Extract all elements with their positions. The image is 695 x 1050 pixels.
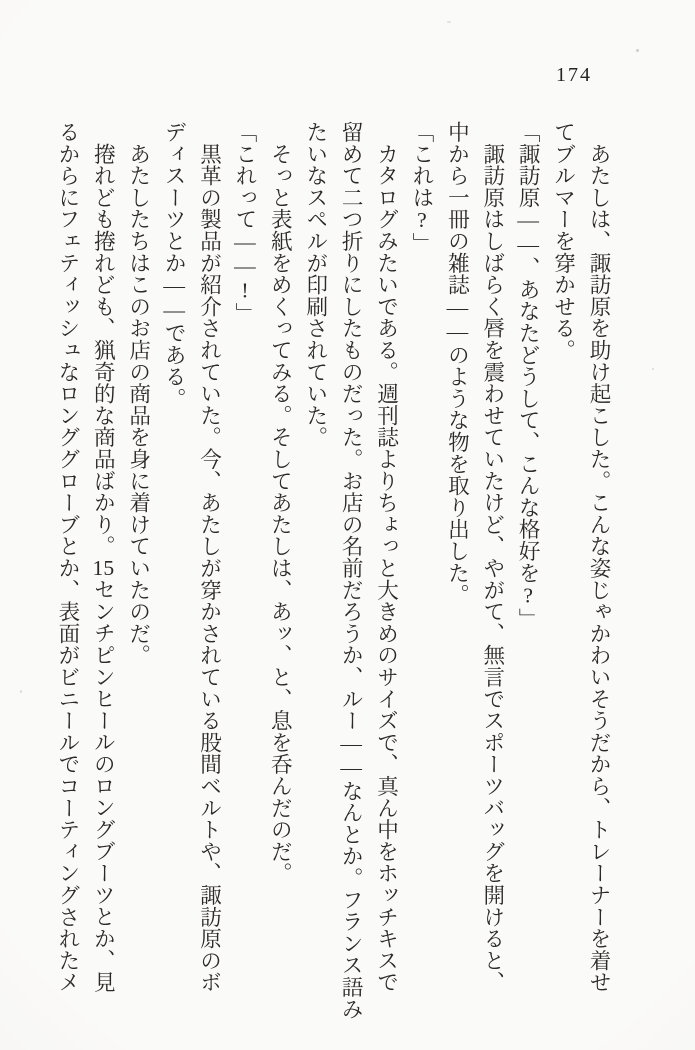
text-line: 「諏訪原――、あなたどうして、こんな格好を?」 xyxy=(516,121,541,630)
text-line: 諏訪原はしばらく唇を震わせていたけど、やがて、無言でスポーツバッグを開けると、 xyxy=(480,121,505,993)
text-line: 「これは?」 xyxy=(409,121,434,255)
page-number: 174 xyxy=(556,64,592,86)
scan-speck xyxy=(652,368,654,370)
text-line: ディスーツとか――である。 xyxy=(162,121,187,410)
text-line: 捲れども捲れども、猟奇的な商品ばかり。15センチピンヒールのロングブーツとか、見 xyxy=(91,121,116,993)
text-line: そっと表紙をめくってみる。そしてあたしは、あッ、と、息を呑んだのだ。 xyxy=(268,121,293,884)
text-line: 中から一冊の雑誌――のような物を取り出した。 xyxy=(445,121,470,606)
text-line: 留めて二つ折りにしたものだった。お店の名前だろうか、ルー――なんとか。フランス語み xyxy=(339,121,364,1020)
text-line: たいなスペルが印刷されていた。 xyxy=(303,121,328,448)
text-block xyxy=(48,121,616,1020)
scan-speck xyxy=(636,49,639,52)
text-line: あたしたちはこのお店の商品を身に着けていたのだ。 xyxy=(126,121,151,666)
text-line: るからにフェティッシュなロンググローブとか、表面がビニールでコーティングされたメ xyxy=(55,121,80,993)
text-line: あたしは、諏訪原を助け起こした。こんな姿じゃかわいそうだから、トレーナーを着せ xyxy=(587,121,611,993)
scan-speck xyxy=(20,690,22,693)
text-line: 「これって――!」 xyxy=(232,121,257,325)
text-line: カタログみたいである。週刊誌よりちょっと大きめのサイズで、真ん中をホッチキスで xyxy=(374,121,399,993)
scan-speck xyxy=(447,21,451,23)
text-line: てブルマーを穿かせる。 xyxy=(551,121,576,361)
text-line: 黒革の製品が紹介されていた。今、あたしが穿かされている股間ベルトや、諏訪原のボ xyxy=(197,121,222,993)
tate-chu-yoko: 15 xyxy=(92,557,115,579)
